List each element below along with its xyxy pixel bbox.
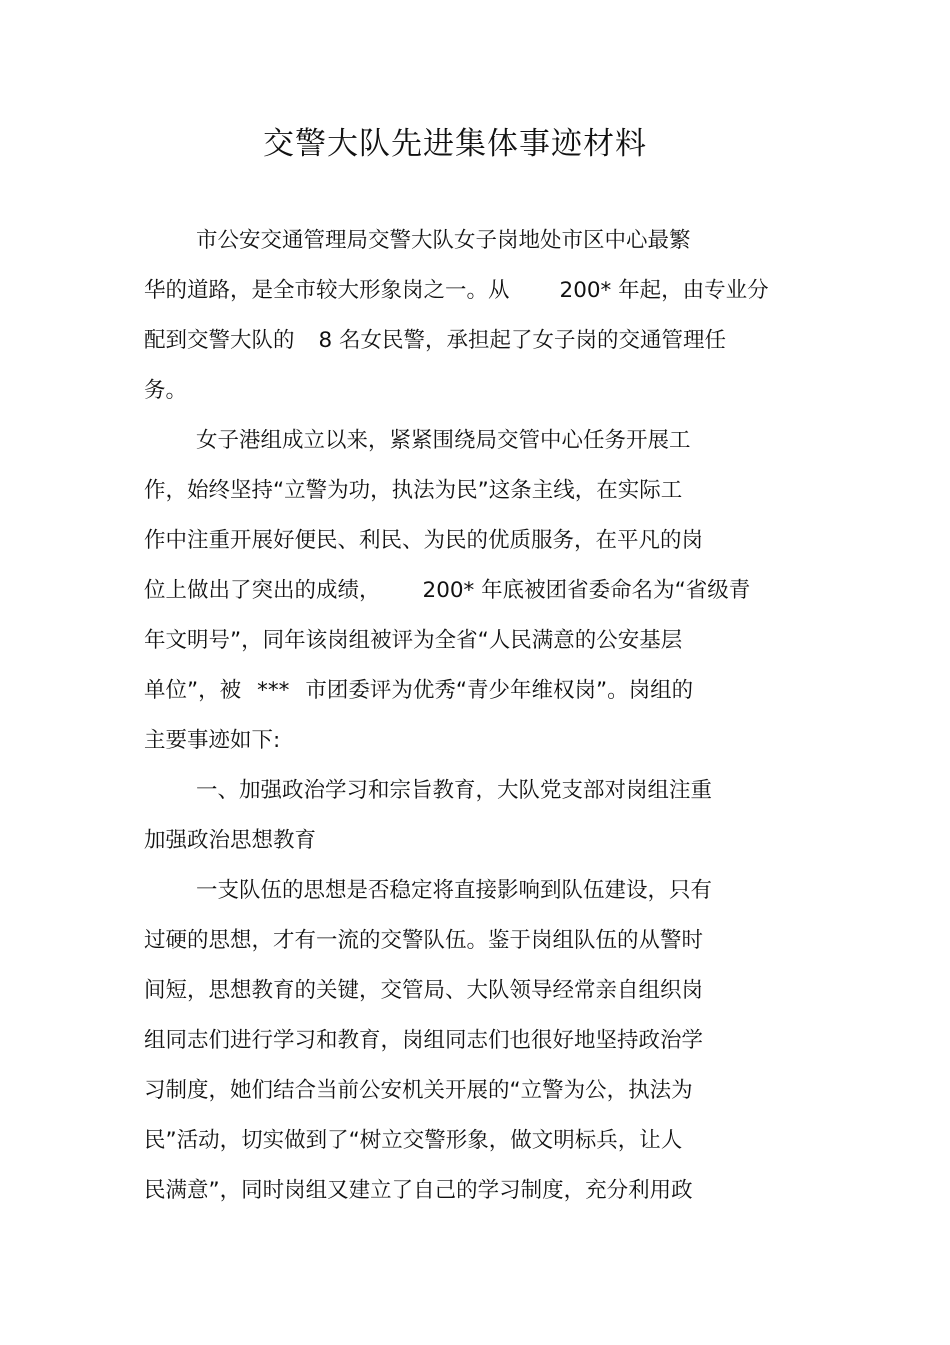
paragraph-line: 民满意”，同时岗组又建立了自己的学习制度，充分利用政 — [144, 1178, 693, 1203]
paragraph-line: 间短，思想教育的关键，交管局、大队领导经常亲自组织岗 — [144, 978, 704, 1003]
paragraph-line: 主要事迹如下: — [144, 728, 281, 753]
paragraph-line: 位上做出了突出的成绩， 200* 年底被团省委命名为“省级青 — [144, 578, 751, 603]
paragraph-line: 年文明号”，同年该岗组被评为全省“人民满意的公安基层 — [144, 628, 683, 653]
paragraph-line: 女子港组成立以来，紧紧围绕局交管中心任务开展工 — [196, 428, 691, 453]
section-heading-line: 加强政治思想教育 — [144, 828, 317, 853]
paragraph-line: 过硬的思想，才有一流的交警队伍。鉴于岗组队伍的从警时 — [144, 928, 704, 953]
document-title: 交警大队先进集体事迹材料 — [263, 126, 647, 162]
paragraph-line: 华的道路，是全市较大形象岗之一。从 200* 年起，由专业分 — [144, 278, 769, 303]
section-heading-line: 一、加强政治学习和宗旨教育，大队党支部对岗组注重 — [196, 778, 713, 803]
paragraph-line: 作，始终坚持“立警为功，执法为民”这条主线，在实际工 — [144, 478, 683, 503]
paragraph-line: 务。 — [144, 378, 188, 403]
paragraph-line: 市公安交通管理局交警大队女子岗地处市区中心最繁 — [196, 228, 691, 253]
paragraph-line: 民”活动，切实做到了“树立交警形象，做文明标兵，让人 — [144, 1128, 683, 1153]
paragraph-line: 组同志们进行学习和教育，岗组同志们也很好地坚持政治学 — [144, 1028, 704, 1053]
paragraph-line: 配到交警大队的 8 名女民警，承担起了女子岗的交通管理任 — [144, 328, 727, 353]
paragraph-line: 习制度，她们结合当前公安机关开展的“立警为公，执法为 — [144, 1078, 693, 1103]
paragraph-line: 作中注重开展好便民、利民、为民的优质服务，在平凡的岗 — [144, 528, 704, 553]
paragraph-line: 一支队伍的思想是否稳定将直接影响到队伍建设，只有 — [196, 878, 713, 903]
paragraph-line: 单位”，被 *** 市团委评为优秀“青少年维权岗”。岗组的 — [144, 678, 694, 703]
